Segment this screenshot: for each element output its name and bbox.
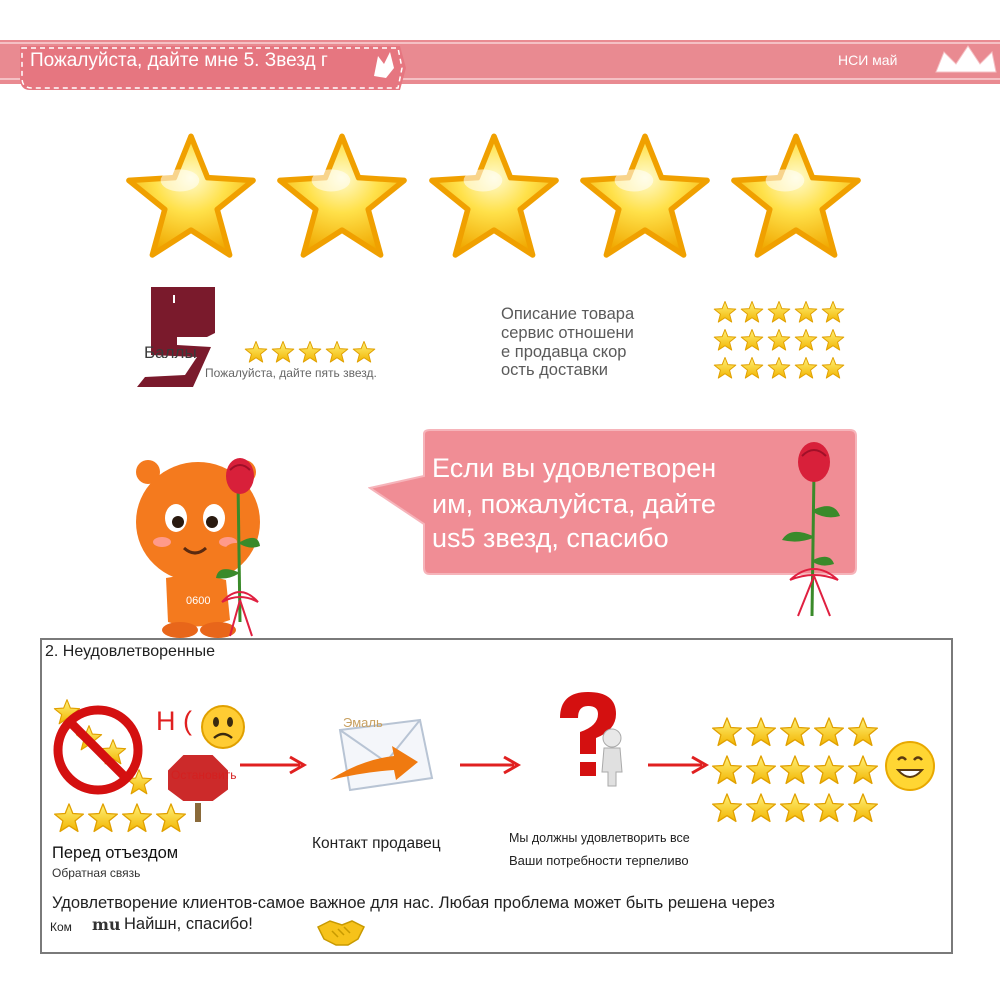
step3-line-2: Ваши потребности терпеливо <box>509 853 689 868</box>
big-star-5 <box>727 128 865 266</box>
arrow-right-icon <box>240 754 310 776</box>
stop-sign-icon <box>163 752 233 822</box>
arrow-right-icon <box>460 754 524 776</box>
rose-icon <box>768 440 860 620</box>
points-badge-icon <box>137 287 215 387</box>
points-label: Баллы <box>144 343 197 362</box>
banner-title: Пожалуйста, дайте мне 5. Звезд г <box>30 50 328 71</box>
rating-stars-row-1 <box>712 300 847 324</box>
five-star-rows-icon <box>710 716 885 826</box>
step2-title: Контакт продавец <box>312 835 441 852</box>
big-star-1 <box>122 128 260 266</box>
h-letter: Н ( <box>156 706 192 736</box>
footer-small-text: Ком <box>50 920 72 934</box>
big-star-3 <box>425 128 563 266</box>
arrow-right-icon <box>648 754 712 776</box>
question-mark-person-icon <box>546 688 636 788</box>
section-title: 2. Неудовлетворенные <box>43 641 217 663</box>
handshake-icon <box>316 915 366 949</box>
orange-mascot-with-rose-icon <box>118 452 283 642</box>
rating-stars-row-2 <box>712 328 847 352</box>
footer-thanks-text: Найшн, спасибо! <box>124 915 253 933</box>
bubble-line-1: Если вы удовлетворен <box>432 453 717 483</box>
bubble-line-2: им, пожалуйста, дайте <box>432 489 716 519</box>
bubble-line-3: us5 звезд, спасибо <box>432 523 669 553</box>
rating-line-4: ость доставки <box>501 361 608 379</box>
step1-subtitle: Обратная связь <box>52 866 141 880</box>
step1-title: Перед отъездом <box>52 844 179 862</box>
rating-line-2: сервис отношени <box>501 324 634 342</box>
points-subtext: Пожалуйста, дайте пять звезд. <box>205 366 377 380</box>
svg-text:0600: 0600 <box>186 595 211 607</box>
email-label: Эмаль <box>343 715 383 730</box>
rating-line-3: е продавца скор <box>501 343 627 361</box>
footer-mu-text: mu <box>92 915 121 934</box>
points-stars-icon <box>243 340 378 364</box>
big-star-2 <box>273 128 411 266</box>
stop-label: Остановить <box>171 768 237 782</box>
banner-right-text: НСИ май <box>838 52 898 68</box>
sad-face-icon <box>200 704 246 750</box>
footer-text: Удовлетворение клиентов-самое важное для нас. Любая проблема может быть решена через <box>52 894 775 912</box>
big-star-4 <box>576 128 714 266</box>
rating-stars-row-3 <box>712 356 847 380</box>
step3-line-1: Мы должны удовлетворить все <box>509 831 690 845</box>
smile-face-icon <box>884 740 936 792</box>
rating-line-1: Описание товара <box>501 305 635 323</box>
